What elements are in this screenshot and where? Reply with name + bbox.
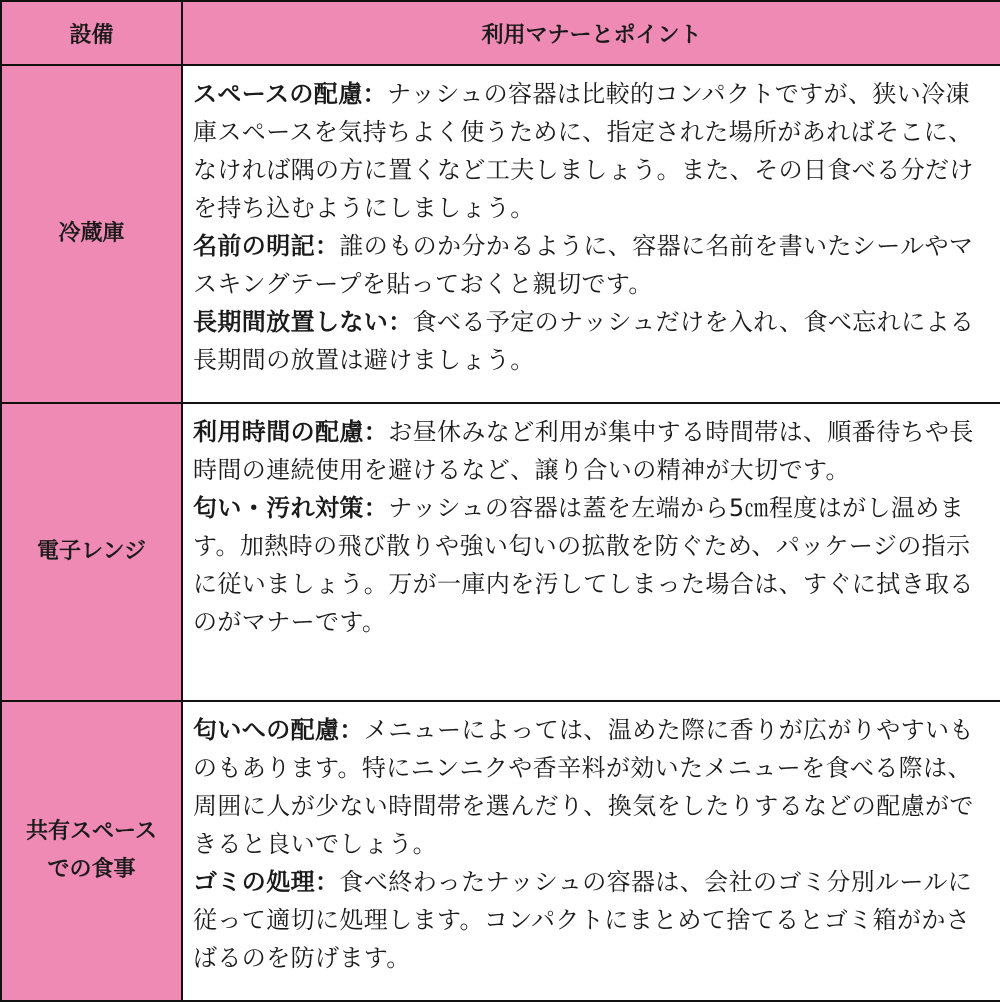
point-title: 利用時間の配慮： — [193, 418, 389, 446]
point-name-label — [193, 227, 990, 303]
point-space-consideration — [193, 75, 990, 227]
equipment-shared-space — [1, 701, 182, 1001]
table-row-refrigerator — [1, 65, 1000, 403]
equipment-line: での食事 — [47, 857, 136, 882]
point-text: ナッシュの容器は比較的コンパクトですが、狭い冷凍庫スペースを気持ちよく使うために、指定された場所があればそこに、なければ隅の方に置くなど工夫しましょう。また、その日食べる分だけを持ち込むようにしましょう。 — [193, 80, 974, 222]
point-text: メニューによっては、温めた際に香りが広がりやすいものもあります。特にニンニクや香辛料が効いたメニューを食べる際は、周囲に人が少ない時間帯を選んだり、換気をしたりするなどの配慮ができると良いでしょう。 — [193, 716, 974, 858]
point-text: お昼休みなど利用が集中する時間帯は、順番待ちや長時間の連続使用を避けるなど、譲り合いの精神が大切です。 — [193, 418, 974, 484]
point-text: ナッシュの容器は蓋を左端から5㎝程度はがし温めます。加熱時の飛び散りや強い匂いの拡散を防ぐため、パッケージの指示に従いましょう。万が一庫内を汚してしまった場合は、すぐに拭き取るのがマナーです。 — [193, 494, 974, 636]
point-text: 食べる予定のナッシュだけを入れ、食べ忘れによる長期間の放置は避けましょう。 — [193, 308, 975, 374]
equipment-microwave: 電子レンジ — [1, 403, 182, 701]
point-no-long-storage — [193, 303, 990, 379]
point-text: 誰のものか分かるように、容器に名前を書いたシールやマスキングテープを貼っておくと親切です。 — [193, 232, 974, 298]
points-microwave — [182, 403, 1000, 701]
point-garbage — [193, 863, 990, 977]
points-shared-space — [182, 701, 1000, 1001]
point-odor-dirt — [193, 489, 990, 641]
points-refrigerator — [182, 65, 1000, 403]
equipment-header: 設備 — [1, 1, 182, 65]
point-text: 食べ終わったナッシュの容器は、会社のゴミ分別ルールに従って適切に処理します。コンパクトにまとめて捨てるとゴミ箱がかさばるのを防げます。 — [193, 868, 973, 972]
equipment-refrigerator: 冷蔵庫 — [1, 65, 182, 403]
point-title: スペースの配慮： — [193, 80, 387, 108]
point-title: ゴミの処理： — [193, 868, 340, 896]
point-title: 匂いへの配慮： — [193, 716, 364, 744]
table-row-microwave — [1, 403, 1000, 701]
table-row-shared-space — [1, 701, 1000, 1001]
point-odor-consideration — [193, 711, 990, 863]
point-title: 名前の明記： — [193, 232, 340, 260]
header-row — [1, 1, 1000, 65]
points-header: 利用マナーとポイント — [182, 1, 1000, 65]
point-title: 長期間放置しない： — [193, 308, 413, 336]
point-usage-time — [193, 413, 990, 489]
equipment-line: 共有スペース — [26, 819, 157, 844]
point-title: 匂い・汚れ対策： — [193, 494, 389, 522]
